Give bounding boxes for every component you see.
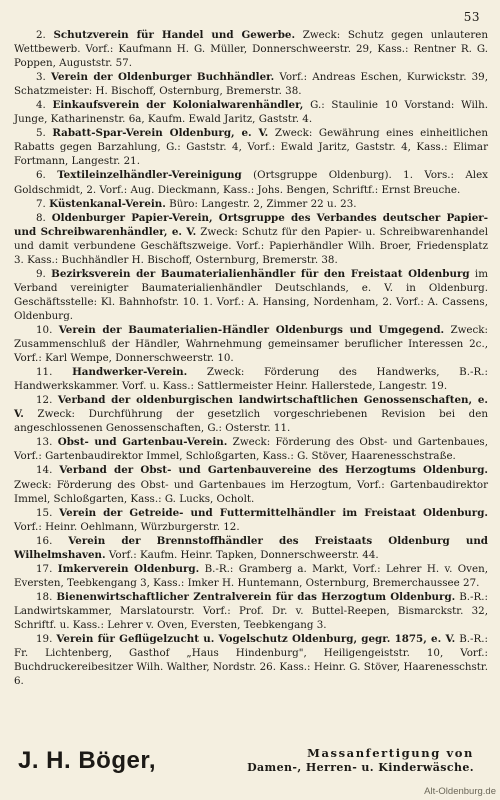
entry-number: 17. xyxy=(36,562,53,575)
entry-text: Vorf.: Andreas Eschen, Kurwickstr. 39, Schatzmeister: H. Bischoff, Osternburg, Bremerstr. 38. xyxy=(14,71,488,98)
entry-text: Vorf.: Heinr. Oehlmann, Würzburgerstr. 12. xyxy=(14,520,240,533)
association-list xyxy=(14,28,488,688)
watermark: Alt-Oldenburg.de xyxy=(424,786,496,797)
entry-number: 9. xyxy=(36,267,46,280)
entry-number: 14. xyxy=(36,464,53,477)
association-entry xyxy=(14,70,488,98)
entry-text: Vorf.: Kaufm. Heinr. Tapken, Donnerschweerstr. 44. xyxy=(108,548,379,561)
entry-title: Handwerker-Verein. xyxy=(72,366,188,379)
page-number: 53 xyxy=(463,10,480,24)
entry-number: 3. xyxy=(36,71,46,84)
entry-title: Imkerverein Oldenburg. xyxy=(57,562,200,575)
entry-title: Rabatt-Spar-Verein Oldenburg, e. V. xyxy=(52,127,269,140)
entry-text: Zweck: Förderung des Obst- und Gartenbaues, Vorf.: Gartenbaudirektor Immel, Schloßgarten, Kass.: G. Stöver, Haarenesschstraße. xyxy=(14,436,488,463)
entry-number: 5. xyxy=(36,127,46,140)
entry-text: Zweck: Zusammenschluß der Händler, Wahrnehmung gemeinsamer beruflicher Interessen 2c., Vorf.: Karl Wempe, Donnerschweerstr. 10. xyxy=(14,323,489,365)
entry-title: Küstenkanal-Verein. xyxy=(49,197,166,210)
association-entry xyxy=(14,28,488,70)
association-entry xyxy=(14,562,488,590)
association-entry xyxy=(14,534,488,562)
entry-title: Verband der oldenburgischen landwirtschaftlichen Genossenschaften, e. V. xyxy=(14,394,488,421)
entry-text: (Ortsgruppe Oldenburg). 1. Vors.: Alex Goldschmidt, 2. Vorf.: Aug. Dieckmann, Kass.: Johs. Bengen, Schriftf.: Ernst Breuche. xyxy=(14,169,488,196)
entry-text: B.-R.: Gramberg a. Markt, Vorf.: Lehrer H. v. Oven, Eversten, Teebkengang 3, Kass.: Imker H. Huntemann, Osternburg, Bremerchaussee 27. xyxy=(14,562,488,589)
association-entry xyxy=(14,435,488,463)
entry-number: 2. xyxy=(36,29,46,41)
advertiser-name: J. H. Böger, xyxy=(18,747,157,774)
entry-title: Bienenwirtschaftlicher Zentralverein für das Herzogtum Oldenburg. xyxy=(56,590,456,603)
entry-number: 4. xyxy=(36,99,46,112)
entry-number: 6. xyxy=(36,169,46,182)
association-entry xyxy=(14,323,488,365)
association-entry xyxy=(14,267,488,323)
entry-title: Schutzverein für Handel und Gewerbe. xyxy=(53,29,296,41)
entry-title: Verein der Baumaterialien-Händler Oldenburgs und Umgegend. xyxy=(58,323,445,336)
entry-number: 16. xyxy=(36,534,53,547)
entry-number: 12. xyxy=(36,394,53,407)
entry-text: B.-R.: Landwirtskammer, Marslatourstr. Vorf.: Prof. Dr. v. Buttel-Reepen, Bismarckstr. 32, Schriftf. u. Kass.: Lehrer v. Oven, Eversten, Teebkengang 3. xyxy=(14,590,489,631)
entry-number: 11. xyxy=(36,366,53,379)
association-entry xyxy=(14,632,488,688)
entry-title: Obst- und Gartenbau-Verein. xyxy=(57,436,228,449)
entry-number: 10. xyxy=(36,323,53,336)
advertisement-products: Damen-, Herren- u. Kinderwäsche. xyxy=(247,761,474,774)
association-entry xyxy=(14,365,488,393)
entry-text: Zweck: Förderung des Obst- und Gartenbaues im Herzogtum, Vorf.: Gartenbaudirektor Immel, Schloßgarten, Kass.: G. Lucks, Ocholt. xyxy=(14,478,488,505)
association-entry xyxy=(14,98,488,126)
association-entry xyxy=(14,590,488,632)
entry-text: B.-R.: Fr. Lichtenberg, Gasthof „Haus Hindenburg", Heiligengeiststr. 10, Vorf.: Buchdruckereibesitzer Wilh. Walther, Nordstr. 26. Kass.: Heinr. G. Stöver, Haarenesschstr. 6. xyxy=(14,633,489,688)
entry-title: Einkaufsverein der Kolonialwarenhändler, xyxy=(52,99,304,112)
advertisement-tagline: Massanfertigung von xyxy=(307,746,474,760)
entry-title: Verein der Getreide- und Futtermittelhändler im Freistaat Oldenburg. xyxy=(59,506,488,519)
entry-number: 13. xyxy=(36,436,53,449)
entry-title: Bezirksverein der Baumaterialienhändler für den Freistaat Oldenburg xyxy=(51,267,470,280)
entry-text: Zweck: Gewährung eines einheitlichen Rabatts gegen Barzahlung, G.: Gaststr. 4, Vorf.: Ewald Jaritz, Gaststr. 4, Kass.: Elimar Fortmann, Langestr. 21. xyxy=(14,127,488,168)
association-entry xyxy=(14,463,488,505)
entry-title: Verein der Oldenburger Buchhändler. xyxy=(50,71,275,84)
association-entry xyxy=(14,506,488,534)
entry-number: 8. xyxy=(36,211,46,224)
advertisement xyxy=(18,744,486,788)
entry-text: Zweck: Durchführung der gesetzlich vorgeschriebenen Revision bei den angeschlossenen Genossenschaften, G.: Osterstr. 11. xyxy=(14,408,488,435)
entry-number: 19. xyxy=(36,633,53,646)
entry-text: im Verband vereinigter Baumaterialienhändler Deutschlands, e. V. in Oldenburg. Geschäftsstelle: Kl. Bahnhofstr. 10. 1. Vorf.: A. Hansing, Nordenham, 2. Vorf.: A. Cassens, Oldenburg. xyxy=(14,267,488,322)
entry-title: Verein der Brennstoffhändler des Freistaats Oldenburg und Wilhelmshaven. xyxy=(14,534,489,561)
entry-title: Textileinzelhändler-Vereinigung xyxy=(57,169,242,182)
association-entry xyxy=(14,393,488,435)
entry-text: G.: Staulinie 10 Vorstand: Wilh. Junge, Katharinenstr. 6a, Kaufm. Ewald Jaritz, Gaststr. 4. xyxy=(14,99,488,126)
entry-number: 7. xyxy=(36,197,46,210)
entry-text: Zweck: Schutz gegen unlauteren Wettbewerb. Vorf.: Kaufmann H. G. Müller, Donnerschweerstr. 29, Kass.: Rentner R. G. Poppen, Auguststr. 57. xyxy=(14,29,488,70)
entry-text: Zweck: Förderung des Handwerks, B.-R.: Handwerkskammer. Vorf. u. Kass.: Sattlermeister Heinr. Hallerstede, Langestr. 19. xyxy=(14,366,488,393)
entry-title: Verein für Geflügelzucht u. Vogelschutz Oldenburg, gegr. 1875, e. V. xyxy=(56,633,456,646)
entry-number: 15. xyxy=(36,506,53,519)
entry-title: Oldenburger Papier-Verein, Ortsgruppe des Verbandes deutscher Papier- und Schreibwarenhändler, e. V. xyxy=(14,211,488,238)
association-entry xyxy=(14,197,488,211)
entry-title: Verband der Obst- und Gartenbauvereine des Herzogtums Oldenburg. xyxy=(59,464,488,477)
association-entry xyxy=(14,211,488,267)
entry-number: 18. xyxy=(36,590,53,603)
association-entry xyxy=(14,168,488,196)
association-entry xyxy=(14,126,488,168)
entry-text: Büro: Langestr. 2, Zimmer 22 u. 23. xyxy=(169,197,357,210)
entry-text: Zweck: Schutz für den Papier- u. Schreibwarenhandel und damit verbundene Geschäftszweige. Vorf.: Papierhändler Wilh. Broer, Friedensplatz 3. Kass.: Buchhändler H. Bischoff, Osternburg, Bremerstr. 38. xyxy=(14,225,488,266)
